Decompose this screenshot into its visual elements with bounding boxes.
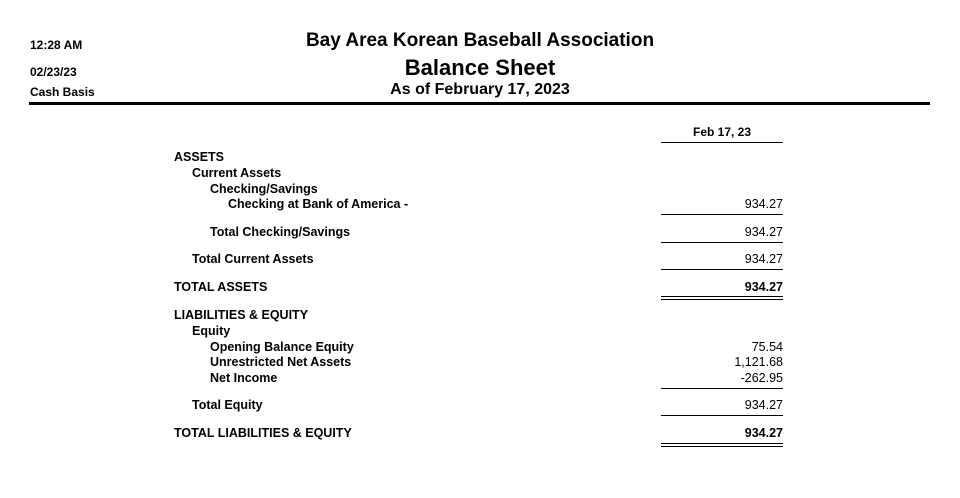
account-net-income-label: Net Income [210,371,278,385]
group-current-assets: Current Assets [192,166,282,180]
column-header-date: Feb 17, 23 [692,125,752,139]
subtotal-rule [661,269,783,270]
group-checking-savings: Checking/Savings [210,182,318,196]
total-double-rule-top [661,296,783,297]
total-liabilities-equity-label: TOTAL LIABILITIES & EQUITY [174,426,352,440]
account-checking-boa-label: Checking at Bank of America - [228,197,409,211]
report-basis: Cash Basis [30,85,95,99]
report-date: 02/23/23 [30,65,77,79]
account-opening-balance-equity-label: Opening Balance Equity [210,340,354,354]
subtotal-rule [661,214,783,215]
organization-name: Bay Area Korean Baseball Association [305,30,655,51]
total-double-rule-bottom [661,446,783,447]
total-double-rule-bottom [661,299,783,300]
total-current-assets-amount: 934.27 [744,252,783,266]
total-equity-label: Total Equity [192,398,263,412]
header-divider [29,102,930,105]
account-checking-boa-amount: 934.27 [744,197,783,211]
total-double-rule-top [661,443,783,444]
total-assets-label: TOTAL ASSETS [174,280,268,294]
account-unrestricted-net-assets-label: Unrestricted Net Assets [210,355,352,369]
section-assets: ASSETS [174,150,225,164]
report-time: 12:28 AM [30,38,83,52]
subtotal-rule [661,415,783,416]
group-equity: Equity [192,324,231,338]
total-liabilities-equity-amount: 934.27 [744,426,783,440]
subtotal-rule [661,388,783,389]
report-title: Balance Sheet [404,55,556,80]
account-opening-balance-equity-amount: 75.54 [751,340,783,354]
total-assets-amount: 934.27 [744,280,783,294]
subtotal-rule [661,242,783,243]
account-net-income-amount: -262.95 [740,371,783,385]
account-unrestricted-net-assets-amount: 1,121.68 [734,355,783,369]
report-as-of-date: As of February 17, 2023 [390,81,570,98]
column-header-underline [661,142,783,143]
total-checking-savings-amount: 934.27 [744,225,783,239]
section-liabilities-equity: LIABILITIES & EQUITY [174,308,309,322]
total-equity-amount: 934.27 [744,398,783,412]
total-current-assets-label: Total Current Assets [192,252,314,266]
total-checking-savings-label: Total Checking/Savings [210,225,351,239]
